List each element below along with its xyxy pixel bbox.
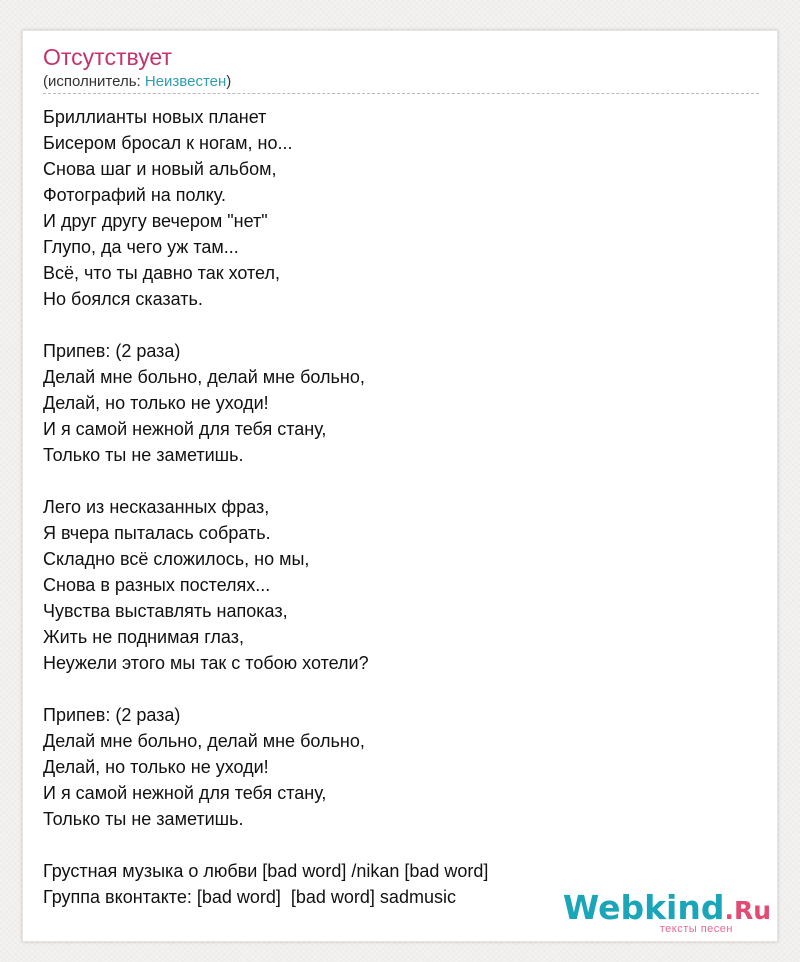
song-title: Отсутствует [43,44,172,70]
lyric-line: Делай мне больно, делай мне больно, [43,367,365,387]
lyric-line: Делай мне больно, делай мне больно, [43,731,365,751]
lyric-line: Неужели этого мы так с тобою хотели? [43,653,369,673]
artist-link[interactable]: Неизвестен [144,73,227,90]
lyric-line: Припев: (2 раза) [43,341,181,361]
lyric-line: Складно всё сложилось, но мы, [43,549,310,569]
logo-tld: .Ru [724,896,771,925]
lyric-line: Я вчера пыталась собрать. [43,523,271,543]
lyric-blank-line [43,468,743,494]
lyric-line: Снова шаг и новый альбом, [43,159,277,179]
artist-prefix: (исполнитель: [43,73,145,90]
site-logo[interactable] [562,888,771,937]
lyric-line: Жить не поднимая глаз, [43,627,244,647]
lyric-line: Группа вконтакте: [bad word] [bad word] sadmusic [43,887,456,907]
artist-suffix: ) [226,73,232,90]
lyric-line: Только ты не заметишь. [43,445,244,465]
lyric-line: Бриллианты новых планет [43,107,267,127]
lyric-blank-line [43,676,743,702]
title-divider [43,93,759,94]
lyric-line: Припев: (2 раза) [43,705,181,725]
lyric-line: Лего из несказанных фраз, [43,497,270,517]
lyrics-card [22,30,778,942]
lyric-line: Грустная музыка о любви [bad word] /nikan [bad word] [43,861,489,881]
lyric-line: И я самой нежной для тебя стану, [43,783,327,803]
lyric-line: Снова в разных постелях... [43,575,271,595]
lyric-line: Но боялся сказать. [43,289,203,309]
lyric-blank-line [43,832,743,858]
artist-line [43,73,231,91]
lyrics-text [43,104,743,910]
logo-tagline: тексты песен [659,923,733,935]
lyric-line: И я самой нежной для тебя стану, [43,419,327,439]
lyric-line: Делай, но только не уходи! [43,393,269,413]
lyric-line: Фотографий на полку. [43,185,226,205]
lyric-line: Глупо, да чего уж там... [43,237,239,257]
lyric-line: Всё, что ты давно так хотел, [43,263,280,283]
lyric-line: Только ты не заметишь. [43,809,244,829]
logo-name: Webkind [562,888,725,927]
lyric-line: Чувства выставлять напоказ, [43,601,288,621]
lyric-blank-line [43,312,743,338]
lyric-line: Делай, но только не уходи! [43,757,269,777]
lyric-line: Бисером бросал к ногам, но... [43,133,293,153]
lyric-line: И друг другу вечером "нет" [43,211,268,231]
